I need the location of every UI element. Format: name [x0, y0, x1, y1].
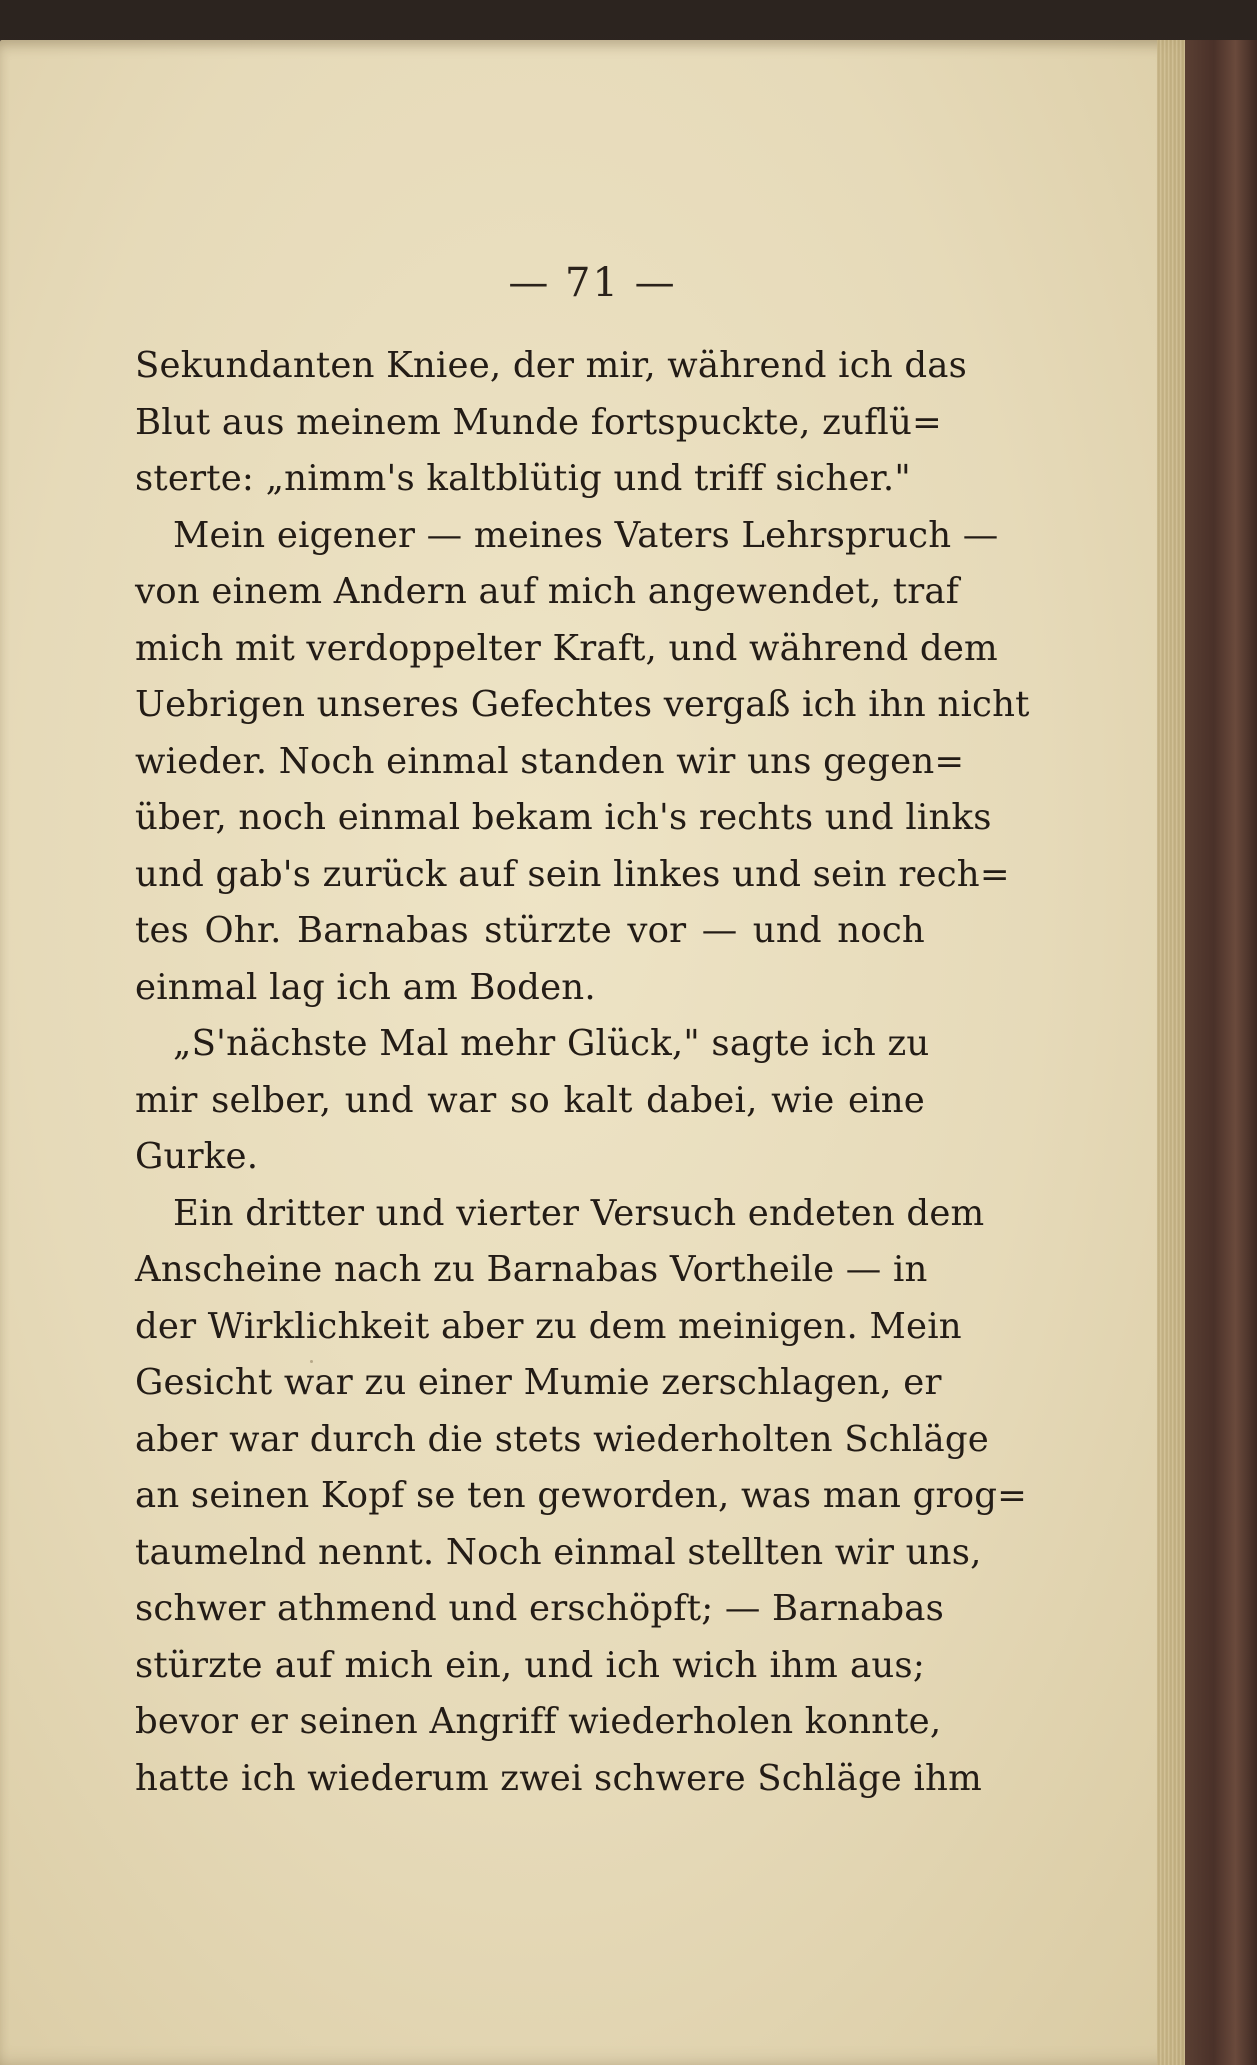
text-line: schwer athmend und erschöpft; — Barnabas: [135, 1588, 945, 1629]
page-number: — 71 —: [508, 260, 677, 306]
text-line: Sekundanten Kniee, der mir, während ich das: [135, 345, 968, 386]
text-line: an seinen Kopf se ten geworden, was man grog=: [135, 1475, 1028, 1516]
text-line: Blut aus meinem Munde fortspuckte, zuflü=: [135, 401, 942, 443]
text-line: der Wirklichkeit aber zu dem meinigen. Mein: [135, 1305, 962, 1347]
text-line: Gurke.: [135, 1136, 259, 1177]
body-text: [135, 338, 1030, 1807]
text-line: Ein dritter und vierter Versuch endeten dem: [173, 1192, 985, 1234]
text-line: sterte: „nimm's kaltblütig und triff sicher.": [135, 458, 911, 499]
text-line: und gab's zurück auf sein linkes und sein rech=: [135, 853, 1010, 895]
page-edge: [1157, 40, 1185, 2065]
text-line: stürzte auf mich ein, und ich wich ihm aus;: [135, 1644, 925, 1686]
text-line: bevor er seinen Angriff wiederholen konnte,: [135, 1701, 942, 1742]
text-line: über, noch einmal bekam ich's rechts und links: [135, 797, 992, 838]
text-line: tes Ohr. Barnabas stürzte vor — und noch: [135, 910, 925, 951]
text-line: Mein eigener — meines Vaters Lehrspruch —: [173, 514, 999, 556]
text-line: taumelnd nennt. Noch einmal stellten wir uns,: [135, 1531, 982, 1573]
text-line: Anscheine nach zu Barnabas Vortheile — in: [135, 1249, 928, 1290]
text-line: wieder. Noch einmal standen wir uns gegen=: [135, 740, 965, 782]
text-line: von einem Andern auf mich angewendet, traf: [135, 571, 960, 612]
text-line: einmal lag ich am Boden.: [135, 966, 596, 1008]
text-line: Gesicht war zu einer Mumie zerschlagen, er: [135, 1362, 942, 1403]
text-line: mich mit verdoppelter Kraft, und während dem: [135, 627, 998, 669]
text-line: aber war durch die stets wiederholten Schläge: [135, 1418, 989, 1460]
text-line: Uebrigen unseres Gefechtes vergaß ich ihn nicht: [135, 684, 1030, 725]
book-cover-edge: [1185, 40, 1257, 2065]
text-line: mir selber, und war so kalt dabei, wie eine: [135, 1079, 925, 1121]
text-line: hatte ich wiederum zwei schwere Schläge ihm: [135, 1757, 982, 1799]
text-line: „S'nächste Mal mehr Glück," sagte ich zu: [173, 1023, 930, 1064]
